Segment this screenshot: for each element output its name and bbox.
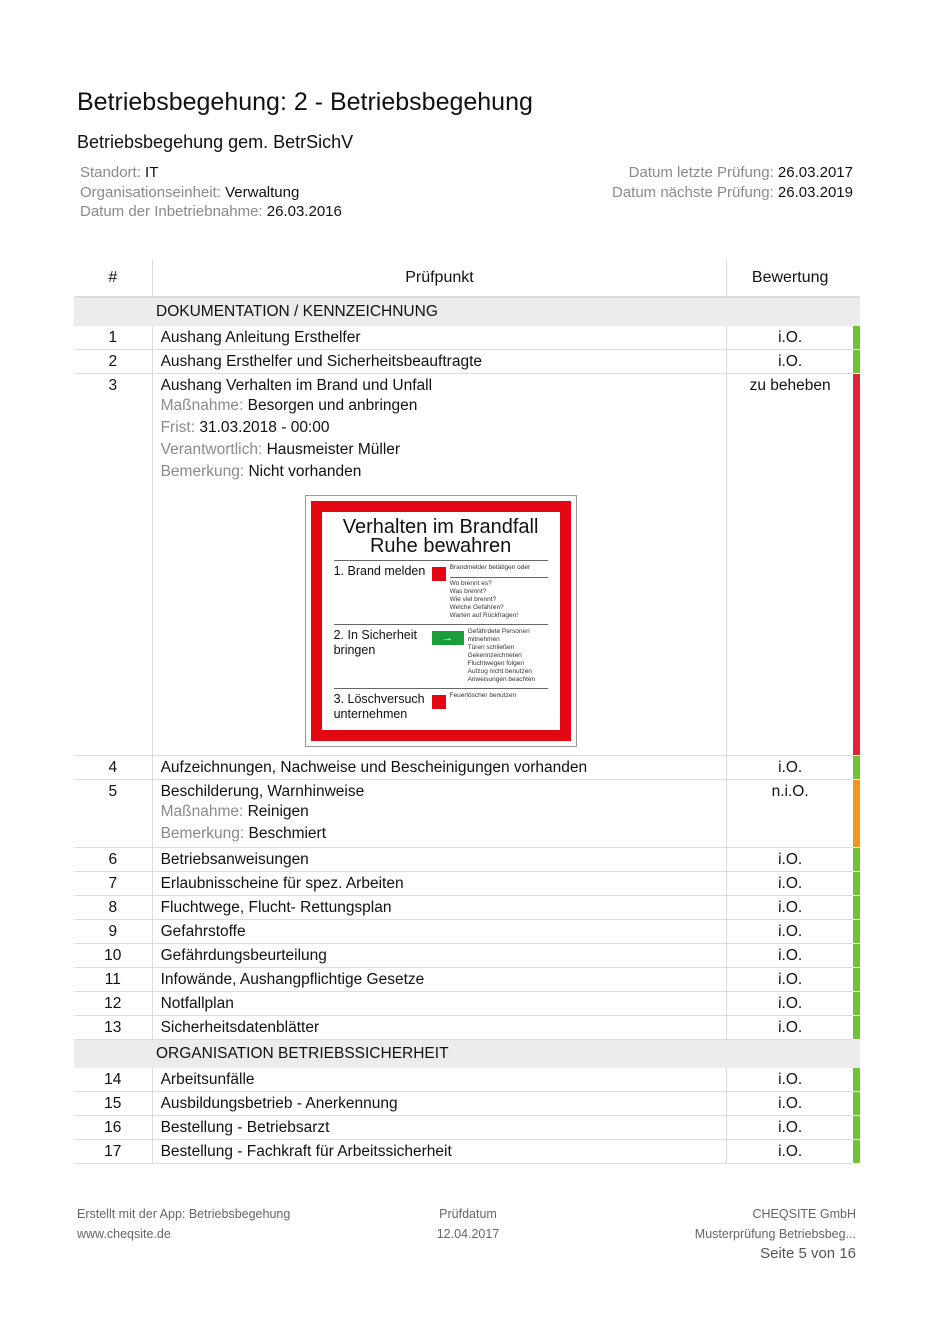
- footer-left: [77, 1204, 290, 1244]
- meta-value: IT: [145, 164, 159, 181]
- footer-app: Erstellt mit der App: Betriebsbegehung: [77, 1207, 291, 1221]
- col-status: [853, 259, 860, 297]
- sign-line: Brandmelder betätigen oder: [449, 564, 531, 571]
- row-item: [152, 374, 727, 756]
- sign-line: Feuerlöscher benutzen: [449, 692, 517, 699]
- sign-icon-col: [432, 628, 468, 647]
- status-indicator: [853, 1116, 860, 1140]
- row-item-title: Gefahrstoffe: [160, 923, 246, 940]
- row-number: 13: [74, 1016, 152, 1040]
- row-rating: zu beheben: [727, 374, 853, 756]
- col-rating: Bewertung: [727, 259, 853, 297]
- detail-label: Verantwortlich:: [160, 441, 263, 458]
- row-number: 12: [74, 992, 152, 1016]
- footer-doc: Musterprüfung Betriebsbeg...: [694, 1227, 856, 1241]
- sign-line: [450, 572, 548, 578]
- group-title: DOKUMENTATION / KENNZEICHNUNG: [74, 297, 860, 326]
- detail-label: Frist:: [160, 419, 196, 436]
- sign-line: Welche Gefahren?: [449, 604, 504, 611]
- table-row: [74, 896, 860, 920]
- table-row: [74, 780, 860, 848]
- row-number: 3: [74, 374, 152, 756]
- row-detail: [161, 417, 727, 439]
- row-number: 11: [74, 968, 152, 992]
- row-number: 2: [74, 350, 152, 374]
- table-row: [74, 992, 860, 1016]
- footer-url[interactable]: www.cheqsite.de: [77, 1227, 171, 1241]
- detail-label: Bemerkung:: [160, 463, 245, 480]
- footer-company: CHEQSITE GmbH: [752, 1207, 856, 1221]
- row-rating: i.O.: [727, 848, 853, 872]
- detail-value: Hausmeister Müller: [266, 441, 401, 458]
- row-detail: [161, 823, 727, 845]
- row-rating: i.O.: [727, 1092, 853, 1116]
- table-row: [74, 872, 860, 896]
- meta-label: Standort:: [80, 164, 141, 181]
- status-indicator: [853, 992, 860, 1016]
- row-item: [152, 1092, 727, 1116]
- row-item: [152, 848, 727, 872]
- page-title: Betriebsbegehung: 2 - Betriebsbegehung: [77, 88, 533, 116]
- row-item-title: Betriebsanweisungen: [160, 851, 309, 868]
- meta-label: Datum nächste Prüfung:: [611, 183, 774, 201]
- row-item: [152, 326, 727, 350]
- sign-section: [334, 560, 548, 620]
- sign-line: Anweisungen beachten: [467, 676, 536, 683]
- sign-section: [334, 624, 548, 684]
- sign-step: 2. In Sicherheit bringen: [333, 628, 417, 657]
- row-rating: i.O.: [727, 1016, 853, 1040]
- detail-value: 31.03.2018 - 00:00: [199, 419, 330, 436]
- table-row: [74, 756, 860, 780]
- row-item: [152, 350, 727, 374]
- footer-date: 12.04.2017: [436, 1227, 500, 1241]
- row-item-title: Gefährdungsbeurteilung: [160, 947, 327, 964]
- row-number: 1: [74, 326, 152, 350]
- sign-step: 3. Löschversuch unternehmen: [333, 692, 425, 721]
- fire-alarm-icon: [432, 567, 446, 581]
- row-rating: i.O.: [727, 872, 853, 896]
- row-item-title: Erlaubnisscheine für spez. Arbeiten: [160, 875, 404, 892]
- row-number: 10: [74, 944, 152, 968]
- row-item: [152, 920, 727, 944]
- row-item: [152, 1016, 727, 1040]
- meta-value: 26.03.2016: [266, 203, 342, 220]
- row-number: 7: [74, 872, 152, 896]
- fire-safety-sign: [305, 495, 577, 747]
- detail-value: Beschmiert: [248, 825, 327, 842]
- sign-icon-col: [432, 692, 450, 711]
- sign-line: Türen schließen: [467, 644, 515, 651]
- table-row: [74, 326, 860, 350]
- sign-step: 1. Brand melden: [333, 564, 426, 578]
- sign-instructions: [450, 692, 548, 700]
- table-row: [74, 1092, 860, 1116]
- sign-icon-col: [432, 564, 450, 583]
- row-number: 8: [74, 896, 152, 920]
- row-item-title: Sicherheitsdatenblätter: [160, 1019, 320, 1036]
- row-item: [152, 968, 727, 992]
- status-indicator: [853, 848, 860, 872]
- sign-line: Was brennt?: [449, 588, 487, 595]
- row-item: [152, 944, 727, 968]
- status-indicator: [853, 944, 860, 968]
- footer-date-label: Prüfdatum: [439, 1207, 497, 1221]
- row-rating: i.O.: [727, 1068, 853, 1092]
- row-rating: i.O.: [727, 1140, 853, 1164]
- group-header: [74, 1040, 860, 1069]
- status-indicator: [853, 1140, 860, 1164]
- meta-label: Organisationseinheit:: [80, 183, 221, 201]
- row-item-title: Notfallplan: [160, 995, 234, 1012]
- detail-label: Bemerkung:: [160, 825, 245, 842]
- status-indicator: [853, 920, 860, 944]
- row-number: 6: [74, 848, 152, 872]
- meta-left: [80, 163, 342, 222]
- sign-line: Wo brennt es?: [449, 580, 492, 587]
- status-indicator: [853, 872, 860, 896]
- table-row: [74, 1068, 860, 1092]
- row-item: [152, 780, 727, 848]
- table-row: [74, 968, 860, 992]
- row-item-title: Arbeitsunfälle: [160, 1071, 255, 1088]
- table-row: [74, 350, 860, 374]
- row-rating: i.O.: [727, 1116, 853, 1140]
- row-item-title: Aushang Ersthelfer und Sicherheitsbeauftragte: [160, 353, 482, 370]
- status-indicator: [853, 780, 860, 848]
- row-number: 4: [74, 756, 152, 780]
- table-row: [74, 848, 860, 872]
- table-row: [74, 1116, 860, 1140]
- row-rating: i.O.: [727, 968, 853, 992]
- row-number: 15: [74, 1092, 152, 1116]
- meta-label: Datum der Inbetriebnahme:: [80, 203, 263, 220]
- sign-line: Warten auf Rückfragen!: [449, 612, 518, 619]
- sign-frame: [311, 501, 571, 741]
- detail-label: Maßnahme:: [160, 397, 244, 414]
- meta-value: 26.03.2017: [777, 164, 853, 181]
- row-item: [152, 896, 727, 920]
- row-item-title: Bestellung - Fachkraft für Arbeitssicherheit: [160, 1143, 452, 1160]
- row-item: [152, 992, 727, 1016]
- table-row: [74, 920, 860, 944]
- row-item: [152, 756, 727, 780]
- sign-line: Gefährdete Personen mitnehmen: [467, 628, 530, 643]
- row-rating: i.O.: [727, 896, 853, 920]
- row-item: [152, 1068, 727, 1092]
- row-rating: i.O.: [727, 756, 853, 780]
- detail-value: Besorgen und anbringen: [247, 397, 418, 414]
- row-item: [152, 872, 727, 896]
- row-rating: i.O.: [727, 350, 853, 374]
- footer-center: [436, 1204, 500, 1244]
- row-detail: [161, 461, 727, 483]
- status-indicator: [853, 1016, 860, 1040]
- status-indicator: [853, 374, 860, 756]
- meta-value: 26.03.2019: [777, 183, 853, 201]
- row-detail: [161, 395, 727, 417]
- table-row: [74, 374, 860, 756]
- row-detail: [161, 801, 727, 823]
- status-indicator: [853, 350, 860, 374]
- table-row: [74, 944, 860, 968]
- row-rating: n.i.O.: [727, 780, 853, 848]
- row-item-title: Aushang Verhalten im Brand und Unfall: [160, 377, 433, 394]
- row-rating: i.O.: [727, 920, 853, 944]
- page-subtitle: Betriebsbegehung gem. BetrSichV: [77, 132, 354, 152]
- sign-line: Wie viel brennt?: [449, 596, 497, 603]
- row-rating: i.O.: [727, 944, 853, 968]
- sign-line: Aufzug nicht benutzen: [467, 668, 532, 675]
- inspection-table: [74, 259, 860, 1164]
- col-item: Prüfpunkt: [152, 259, 727, 297]
- row-item: [152, 1116, 727, 1140]
- meta-value: Verwaltung: [225, 183, 300, 201]
- meta-right: [612, 163, 853, 202]
- row-rating: i.O.: [727, 326, 853, 350]
- group-title: ORGANISATION BETRIEBSSICHERHEIT: [74, 1040, 860, 1069]
- row-item-title: Fluchtwege, Flucht- Rettungsplan: [160, 899, 392, 916]
- detail-label: Maßnahme:: [160, 803, 244, 820]
- row-item: [152, 1140, 727, 1164]
- row-item-title: Beschilderung, Warnhinweise: [160, 783, 365, 800]
- sign-subtitle: Ruhe bewahren: [369, 535, 512, 557]
- row-item-title: Infowände, Aushangpflichtige Gesetze: [160, 971, 425, 988]
- meta-label: Datum letzte Prüfung:: [628, 164, 774, 181]
- row-number: 17: [74, 1140, 152, 1164]
- sign-title: Verhalten im Brandfall: [342, 516, 539, 538]
- status-indicator: [853, 756, 860, 780]
- row-item-title: Ausbildungsbetrieb - Anerkennung: [160, 1095, 398, 1112]
- exit-arrow-icon: →: [432, 631, 464, 645]
- sign-line: Gekennzeichneten Fluchtwegen folgen: [467, 652, 524, 667]
- status-indicator: [853, 326, 860, 350]
- sign-instructions: [450, 564, 548, 620]
- footer-page: Seite 5 von 16: [760, 1245, 856, 1262]
- row-number: 9: [74, 920, 152, 944]
- detail-value: Nicht vorhanden: [248, 463, 362, 480]
- status-indicator: [853, 1068, 860, 1092]
- table-row: [74, 1016, 860, 1040]
- status-indicator: [853, 896, 860, 920]
- footer-right: [695, 1204, 856, 1264]
- col-num: #: [74, 259, 152, 297]
- row-item-title: Bestellung - Betriebsarzt: [160, 1119, 330, 1136]
- sign-instructions: [468, 628, 548, 684]
- row-number: 16: [74, 1116, 152, 1140]
- table-row: [74, 1140, 860, 1164]
- sign-section: [334, 688, 548, 722]
- row-number: 14: [74, 1068, 152, 1092]
- row-number: 5: [74, 780, 152, 848]
- detail-value: Reinigen: [247, 803, 309, 820]
- status-indicator: [853, 968, 860, 992]
- status-indicator: [853, 1092, 860, 1116]
- row-rating: i.O.: [727, 992, 853, 1016]
- row-item-title: Aushang Anleitung Ersthelfer: [160, 329, 361, 346]
- row-detail: [161, 439, 727, 461]
- group-header: [74, 297, 860, 326]
- extinguisher-icon: [432, 695, 446, 709]
- row-item-title: Aufzeichnungen, Nachweise und Bescheinigungen vorhanden: [160, 759, 588, 776]
